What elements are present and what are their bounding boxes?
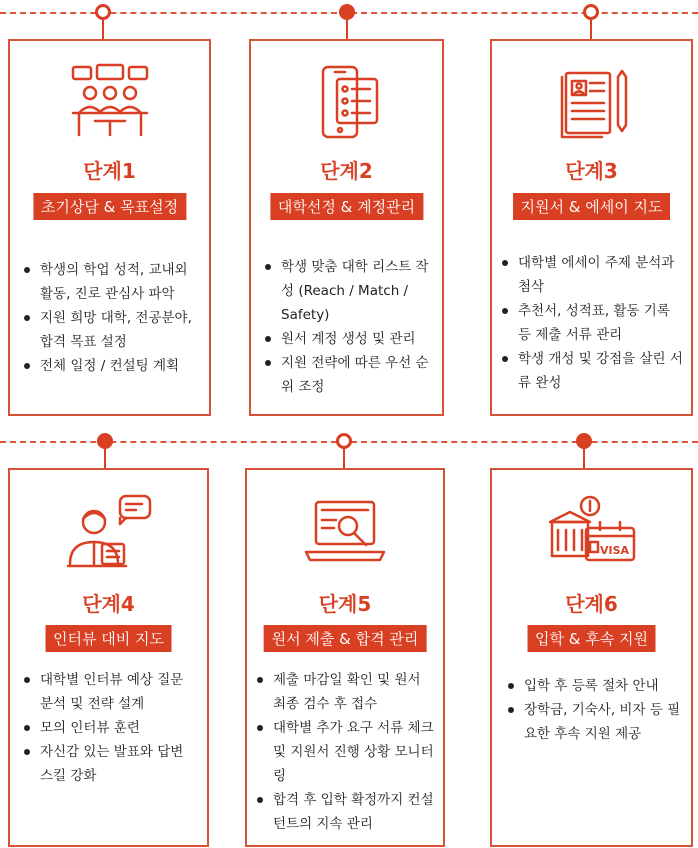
svg-text:VISA: VISA (599, 544, 629, 557)
list-item: 전체 일정 / 컨설팅 계획 (22, 354, 201, 378)
list-item: 입학 후 등록 절차 안내 (506, 674, 683, 698)
step-card-3 (490, 39, 693, 416)
list-item: 지원 희망 대학, 전공분야, 합격 목표 설정 (22, 306, 201, 354)
timeline-connector-6 (583, 449, 585, 469)
list-item: 대학별 추가 요구 서류 체크 및 지원서 진행 상황 모니터링 (255, 716, 437, 788)
list-item: 합격 후 입학 확정까지 컨설턴트의 지속 관리 (255, 788, 437, 836)
list-item: 대학별 인터뷰 예상 질문 분석 및 전략 설계 (22, 668, 199, 716)
step-title: 단계3 (565, 159, 618, 183)
timeline-dot-1 (95, 4, 111, 20)
step-title: 단계1 (83, 159, 136, 183)
timeline-connector-4 (104, 449, 106, 469)
step-bullet-list (500, 251, 685, 395)
list-item: 대학별 에세이 주제 분석과 첨삭 (500, 251, 685, 299)
step-bullet-list (506, 674, 683, 746)
step-badge: 원서 제출 & 합격 관리 (264, 625, 427, 652)
list-item: 자신감 있는 발표와 답변 스킬 강화 (22, 740, 199, 788)
list-item: 장학금, 기숙사, 비자 등 필요한 후속 지원 제공 (506, 698, 683, 746)
step-bullet-list (22, 668, 199, 788)
step-title: 단계5 (318, 592, 372, 616)
step-card-1 (8, 39, 211, 416)
mobile-list-icon (251, 63, 442, 143)
laptop-search-icon (247, 492, 443, 572)
step-title: 단계6 (565, 592, 618, 616)
timeline-dot-3 (583, 4, 599, 20)
step-badge: 입학 & 후속 지원 (527, 625, 656, 652)
list-item: 학생의 학업 성적, 교내외 활동, 진로 관심사 파악 (22, 258, 201, 306)
list-item: 학생 맞춤 대학 리스트 작성 (Reach / Match / Safety) (263, 255, 434, 327)
step-bullet-list (22, 258, 201, 378)
list-item: 제출 마감일 확인 및 원서 최종 검수 후 접수 (255, 668, 437, 716)
list-item: 추천서, 성적표, 활동 기록 등 제출 서류 관리 (500, 299, 685, 347)
timeline-dot-6 (576, 433, 592, 449)
step-title: 단계2 (320, 159, 373, 183)
step-card-5 (245, 468, 445, 847)
timeline-dot-4 (97, 433, 113, 449)
step-badge: 대학선정 & 계정관리 (270, 193, 423, 220)
list-item: 모의 인터뷰 훈련 (22, 716, 199, 740)
timeline-dot-2 (339, 4, 355, 20)
timeline-connector-3 (590, 20, 592, 40)
list-item: 지원 전략에 따른 우선 순위 조정 (263, 351, 434, 399)
step-card-4 (8, 468, 209, 847)
step-badge: 인터뷰 대비 지도 (45, 625, 172, 652)
step-title: 단계4 (82, 592, 135, 616)
step-card-2 (249, 39, 444, 416)
step-bullet-list (263, 255, 434, 399)
list-item: 원서 계정 생성 및 관리 (263, 327, 434, 351)
timeline-dot-5 (336, 433, 352, 449)
timeline-connector-2 (346, 20, 348, 40)
timeline-connector-5 (343, 449, 345, 469)
visa-campus-icon (492, 492, 691, 572)
step-bullet-list (255, 668, 437, 836)
step-card-6 (490, 468, 693, 847)
timeline-connector-1 (102, 20, 104, 40)
document-pen-icon (492, 63, 691, 143)
list-item: 학생 개성 및 강점을 살린 서류 완성 (500, 347, 685, 395)
step-badge: 초기상담 & 목표설정 (33, 193, 186, 220)
interview-icon (10, 492, 207, 572)
consultation-icon (10, 63, 209, 143)
step-badge: 지원서 & 에세이 지도 (513, 193, 671, 220)
